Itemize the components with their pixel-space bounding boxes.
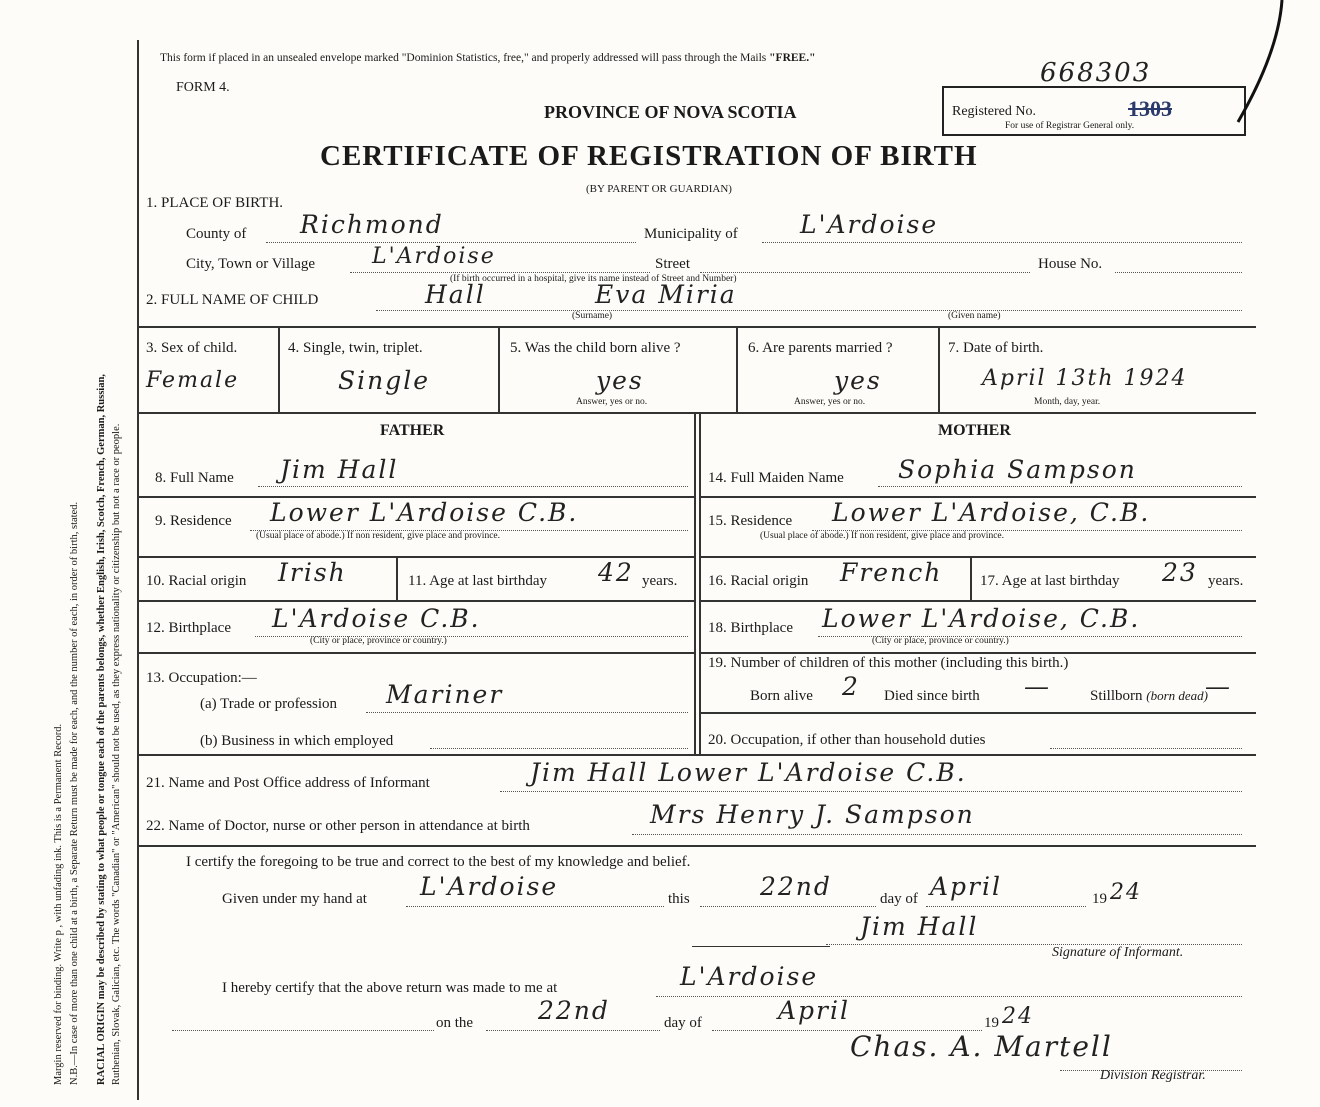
given-at-place: L'Ardoise xyxy=(420,872,559,901)
father-business-label: (b) Business in which employed xyxy=(200,733,394,749)
pen-stroke xyxy=(1220,0,1300,130)
registrar-statement: I hereby certify that the above return was made to me at xyxy=(222,980,558,996)
place-of-birth-label: 1. PLACE OF BIRTH. xyxy=(146,195,284,211)
mother-birthplace-label: 18. Birthplace xyxy=(708,620,793,636)
sex-value: Female xyxy=(146,368,240,393)
row-divider-cert xyxy=(138,845,1256,847)
plurality-label: 4. Single, twin, triplet. xyxy=(288,340,423,356)
parents-married-label: 6. Are parents married ? xyxy=(748,340,893,356)
mother-years-label: years. xyxy=(1208,573,1244,589)
margin-racial-origin-note-2: Ruthenian, Slovak, Galician, etc. The words "Canadian" or "American" should not be used, as they express nationality or citizenship but not a race or people. xyxy=(111,423,122,1085)
mother-birthplace-value: Lower L'Ardoise, C.B. xyxy=(822,604,1141,633)
mother-birthplace-note: (City or place, province or country.) xyxy=(872,636,1009,646)
street-label: Street xyxy=(655,256,690,272)
father-race-label: 10. Racial origin xyxy=(146,573,247,589)
father-residence-value: Lower L'Ardoise C.B. xyxy=(270,498,579,527)
father-birthplace-label: 12. Birthplace xyxy=(146,620,231,636)
house-label: House No. xyxy=(1038,256,1103,272)
margin-multiple-birth-note: N.B.—In case of more than one child at a birth, a Separate Return must be made for each, and the number of each, in order of birth, stated. xyxy=(69,501,80,1085)
on-the-label: on the xyxy=(436,1015,474,1031)
child-given-name: Eva Miria xyxy=(595,280,737,309)
given-day: 22nd xyxy=(760,872,832,901)
born-alive-count-label: Born alive xyxy=(750,688,813,704)
hospital-note: (If birth occurred in a hospital, give its name instead of Street and Number) xyxy=(450,274,737,284)
child-name-label: 2. FULL NAME OF CHILD xyxy=(146,292,319,308)
informant-label: 21. Name and Post Office address of Informant xyxy=(146,775,430,791)
registered-label: Registered No. xyxy=(952,104,1036,119)
municipality-value: L'Ardoise xyxy=(800,210,939,239)
father-residence-label: 9. Residence xyxy=(155,513,232,529)
margin-racial-origin-note: RACIAL ORIGIN may be described by stating to what people or tongue each of the parents belongs, whether English, Irish, Scotch, French, German, Russian, xyxy=(96,374,107,1085)
father-years-label: years. xyxy=(642,573,678,589)
parents-married-value: yes xyxy=(834,366,882,395)
mother-name-value: Sophia Sampson xyxy=(898,455,1137,484)
surname-label: (Surname) xyxy=(572,311,613,321)
stillborn-value: — xyxy=(1205,672,1232,701)
given-under-label: Given under my hand at xyxy=(222,891,367,907)
registrar-signature: Chas. A. Martell xyxy=(850,1030,1113,1063)
row-divider-informant xyxy=(138,754,1256,756)
this-label: this xyxy=(668,891,690,907)
mother-race-value: French xyxy=(840,558,943,587)
born-alive-value: yes xyxy=(596,366,644,395)
certify-statement: I certify the foregoing to be true and correct to the best of my knowledge and belief. xyxy=(186,854,691,870)
father-age-label: 11. Age at last birthday xyxy=(408,573,547,589)
born-alive-label: 5. Was the child born alive ? xyxy=(510,340,681,356)
frame-left-border xyxy=(137,40,139,1100)
registrar-year-prefix: 19 xyxy=(984,1015,999,1031)
mother-residence-value: Lower L'Ardoise, C.B. xyxy=(832,498,1151,527)
registered-note: For use of Registrar General only. xyxy=(1005,121,1135,131)
mother-residence-label: 15. Residence xyxy=(708,513,793,529)
mother-race-label: 16. Racial origin xyxy=(708,573,809,589)
informant-signature-label: Signature of Informant. xyxy=(1052,945,1184,960)
parents-center-divider xyxy=(694,412,696,754)
doctor-label: 22. Name of Doctor, nurse or other person in attendance at birth xyxy=(146,818,530,834)
given-year: 24 xyxy=(1110,880,1142,905)
dob-note: Month, day, year. xyxy=(1034,397,1101,407)
city-label: City, Town or Village xyxy=(186,256,316,272)
mother-occupation-label: 20. Occupation, if other than household duties xyxy=(708,732,986,748)
mother-name-label: 14. Full Maiden Name xyxy=(708,470,844,486)
form-number: FORM 4. xyxy=(176,80,230,95)
doctor-value: Mrs Henry J. Sampson xyxy=(650,800,975,829)
sex-label: 3. Sex of child. xyxy=(146,340,238,356)
county-label: County of xyxy=(186,226,247,242)
parents-married-note: Answer, yes or no. xyxy=(794,397,866,407)
mother-age-value: 23 xyxy=(1162,558,1198,587)
margin-binding-note: Margin reserved for binding. Write p , with unfading ink. This is a Permanent Record. xyxy=(53,723,64,1085)
mail-notice: This form if placed in an unsealed envelope marked "Dominion Statistics, free," and properly addressed will pass through the Mails "FREE." xyxy=(160,52,816,64)
county-value: Richmond xyxy=(300,210,444,239)
stillborn-label: Stillborn (born dead) xyxy=(1090,688,1209,704)
dob-label: 7. Date of birth. xyxy=(948,340,1044,356)
registrar-year: 24 xyxy=(1002,1004,1034,1029)
father-trade-label: (a) Trade or profession xyxy=(200,696,338,712)
child-surname: Hall xyxy=(425,280,486,309)
year-prefix: 19 xyxy=(1092,891,1107,907)
dob-value: April 13th 1924 xyxy=(982,366,1188,391)
row-divider-parents xyxy=(138,412,1256,414)
father-age-value: 42 xyxy=(598,558,634,587)
father-occupation-label: 13. Occupation:— xyxy=(146,670,257,686)
registrar-day: 22nd xyxy=(538,996,610,1025)
row-divider-3 xyxy=(138,326,1256,328)
father-birthplace-note: (City or place, province or country.) xyxy=(310,636,447,646)
father-residence-note: (Usual place of abode.) If non resident, give place and province. xyxy=(256,531,500,541)
father-heading: FATHER xyxy=(380,422,445,439)
mother-residence-note: (Usual place of abode.) If non resident, give place and province. xyxy=(760,531,1004,541)
city-value: L'Ardoise xyxy=(372,244,496,269)
born-alive-note: Answer, yes or no. xyxy=(576,397,648,407)
father-name-label: 8. Full Name xyxy=(155,470,234,486)
registrar-place: L'Ardoise xyxy=(680,962,819,991)
certificate-title: CERTIFICATE OF REGISTRATION OF BIRTH xyxy=(320,140,978,172)
father-trade-value: Mariner xyxy=(386,680,504,709)
born-alive-count: 2 xyxy=(842,672,860,701)
municipality-label: Municipality of xyxy=(644,226,738,242)
given-month: April xyxy=(930,872,1002,901)
day-of-label: day of xyxy=(880,891,918,907)
informant-value: Jim Hall Lower L'Ardoise C.B. xyxy=(530,758,967,787)
province-heading: PROVINCE OF NOVA SCOTIA xyxy=(544,102,797,122)
mother-age-label: 17. Age at last birthday xyxy=(980,573,1120,589)
stillborn-note: (born dead) xyxy=(1146,688,1209,703)
plurality-value: Single xyxy=(338,366,431,395)
registrar-month: April xyxy=(778,996,850,1025)
died-since-birth-value: — xyxy=(1024,672,1051,701)
informant-signature: Jim Hall xyxy=(860,912,979,941)
registrar-day-of-label: day of xyxy=(664,1015,702,1031)
mother-heading: MOTHER xyxy=(938,422,1011,439)
registered-value: 1303 xyxy=(1128,96,1172,121)
father-name-value: Jim Hall xyxy=(280,455,399,484)
father-birthplace-value: L'Ardoise C.B. xyxy=(272,604,481,633)
handwritten-number: 668303 xyxy=(1040,58,1152,88)
mother-children-label: 19. Number of children of this mother (including this birth.) xyxy=(708,655,1069,671)
father-race-value: Irish xyxy=(278,558,347,587)
certificate-subtitle: (BY PARENT OR GUARDIAN) xyxy=(586,183,732,195)
division-registrar-label: Division Registrar. xyxy=(1100,1068,1206,1083)
given-name-label: (Given name) xyxy=(948,311,1001,321)
died-since-birth-label: Died since birth xyxy=(884,688,980,704)
